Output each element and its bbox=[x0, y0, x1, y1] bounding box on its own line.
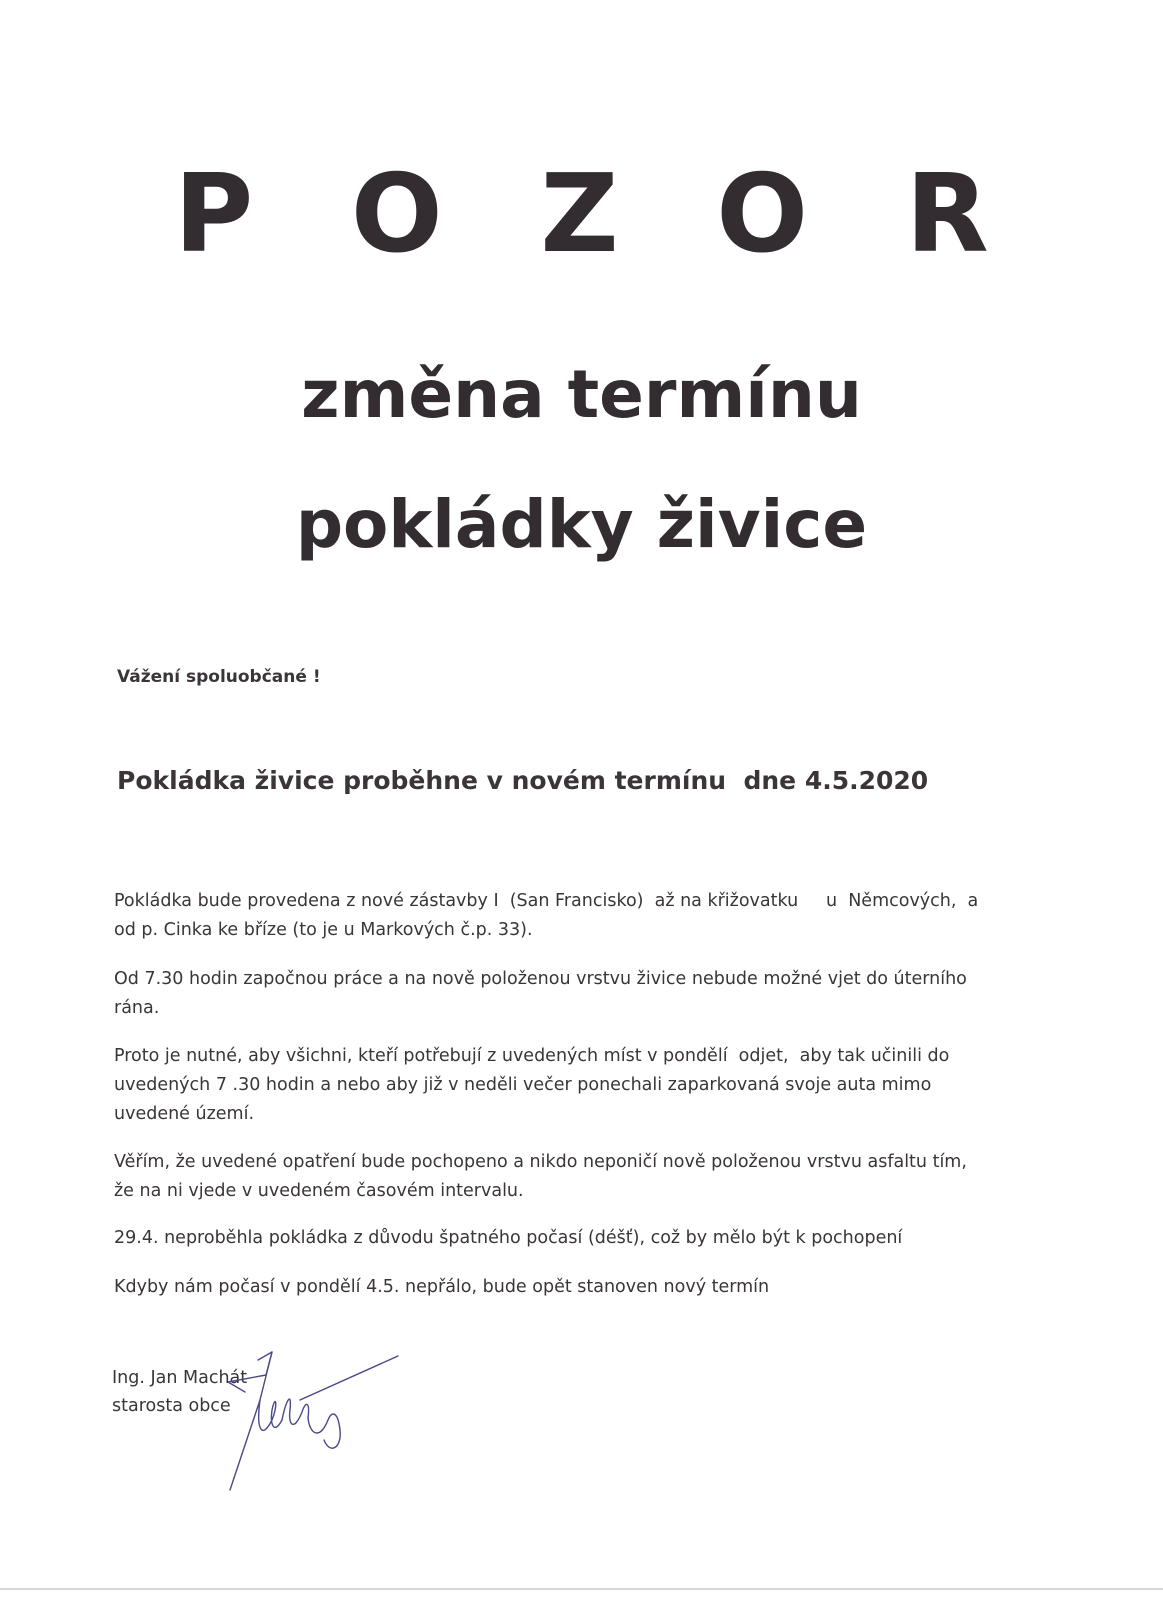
notice-subtitle-line1: změna termínu bbox=[301, 356, 862, 433]
greeting: Vážení spoluobčané ! bbox=[117, 667, 321, 687]
announcement: Pokládka živice proběhne v novém termínu dne 4.5.2020 bbox=[117, 766, 929, 795]
paragraph-request: Věřím, že uvedené opatření bude pochopeno a nikdo neponičí nově položenou vrstvu asfaltu tím, že na ni vjede v uvedeném časovém intervalu. bbox=[114, 1152, 967, 1201]
signer-role: starosta obce bbox=[112, 1396, 231, 1416]
paragraph-weather: Kdyby nám počasí v pondělí 4.5. nepřálo, bude opět stanoven nový termín bbox=[114, 1277, 770, 1297]
paragraph-parking-text: Proto je nutné, aby všichni, kteří potřebují z uvedených míst v pondělí odjet, aby tak učinili do uvedených 7 .30 hodin a nebo aby již v neděli večer ponechali zaparkovaná svoje auta mimo uvedené území. bbox=[114, 1046, 955, 1124]
notice-title: P O Z O R bbox=[174, 152, 1019, 277]
scan-edge-line bbox=[0, 1588, 1163, 1590]
paragraph-route bbox=[114, 887, 984, 945]
paragraph-schedule: Od 7.30 hodin započnou práce a na nově položenou vrstvu živice nebude možné vjet do úterního rána. bbox=[114, 969, 967, 1018]
notice-subtitle-line2: pokládky živice bbox=[295, 486, 868, 563]
paragraph-postponed: 29.4. neproběhla pokládka z důvodu špatného počasí (déšť), což by mělo být k pochopení bbox=[114, 1228, 903, 1248]
paragraph-route-text: Pokládka bude provedena z nové zástavby I (San Francisko) až na křižovatku u Němcových, a od p. Cinka ke bříze (to je u Markových č.p. 33). bbox=[114, 891, 984, 940]
signer-name: Ing. Jan Machát bbox=[112, 1368, 248, 1388]
handwritten-signature bbox=[220, 1340, 410, 1500]
paragraph-parking bbox=[114, 1042, 984, 1129]
